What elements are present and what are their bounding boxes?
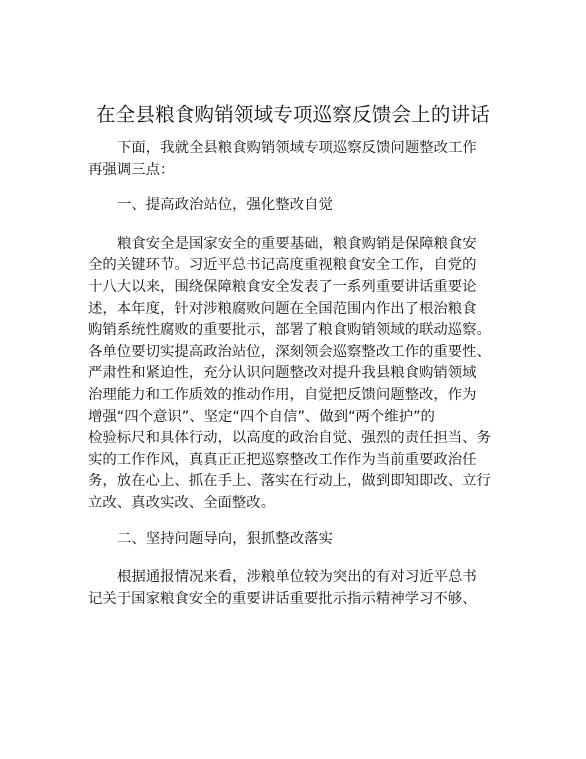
section-heading-1: 一、提高政治站位，强化整改自觉	[117, 197, 333, 214]
section-heading-2: 二、坚持问题导向，狠抓整改落实	[117, 530, 333, 547]
paragraph-line: 购销系统性腐败的重要批示，部署了粮食购销领域的联动巡察。	[88, 322, 491, 339]
paragraph-line: 十八大以来，围绕保障粮食安全发表了一系列重要讲话重要论	[88, 278, 477, 295]
paragraph-line: 立改、真改实改、全面整改。	[88, 494, 276, 511]
intro-line: 再强调三点：	[88, 161, 175, 178]
paragraph-line: 检验标尺和具体行动，以高度的政治自觉、强烈的责任担当、务	[88, 430, 491, 447]
paragraph-line: 治理能力和工作质效的推动作用，自觉把反馈问题整改，作为	[88, 386, 477, 403]
paragraph-line: 根据通报情况来看，涉粮单位较为突出的有对习近平总书	[117, 569, 477, 586]
paragraph-line: 严肃性和紧迫性，充分认识问题整改对提升我县粮食购销领域	[88, 365, 477, 382]
paragraph-line: 务，放在心上、抓在手上、落实在行动上，做到即知即改、立行	[88, 473, 491, 490]
intro-line: 下面，我就全县粮食购销领域专项巡察反馈问题整改工作	[117, 140, 477, 156]
paragraph-line: 各单位要切实提高政治站位，深刻领会巡察整改工作的重要性、	[88, 343, 491, 360]
document-body	[88, 138, 500, 610]
paragraph-line: 述，本年度，针对涉粮腐败问题在全国范围内作出了根治粮食	[88, 300, 477, 317]
paragraph-line: 粮食安全是国家安全的重要基础，粮食购销是保障粮食安	[117, 235, 477, 252]
document-title: 在全县粮食购销领域专项巡察反馈会上的讲话	[95, 103, 490, 126]
paragraph-line: 全的关键环节。习近平总书记高度重视粮食安全工作，自党的	[88, 257, 477, 274]
paragraph-line: 实的工作作风，真真正正把巡察整改工作作为当前重要政治任	[88, 451, 477, 468]
paragraph-line: 增强“四个意识”、坚定“四个自信”、做到“两个维护”的	[88, 408, 435, 425]
paragraph-line: 记关于国家粮食安全的重要讲话重要批示指示精神学习不够、	[88, 590, 477, 607]
